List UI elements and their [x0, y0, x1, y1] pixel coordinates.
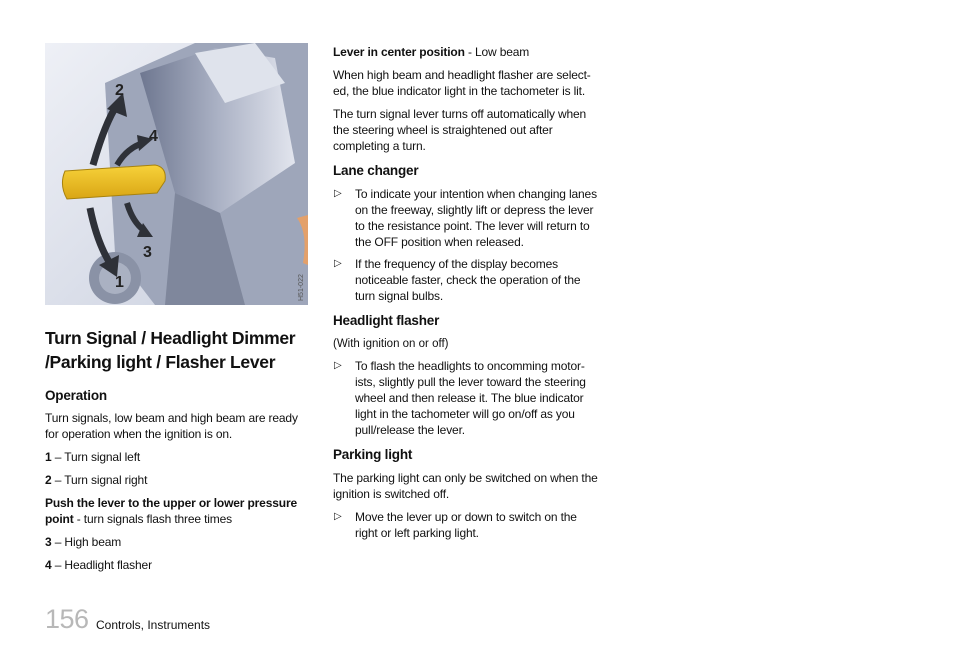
callout-3: 3	[143, 244, 152, 261]
push-lever-bold: Push the lever to the upper or lower pressure point	[45, 496, 297, 526]
callout-1: 1	[115, 274, 124, 291]
bullet-triangle-icon: ▷	[334, 360, 342, 371]
lane-bullet	[333, 256, 601, 304]
center-position-rest: - Low beam	[464, 45, 530, 59]
page-title	[45, 326, 310, 374]
lane-changer-heading: Lane changer	[333, 163, 419, 178]
push-lever-note	[45, 495, 310, 527]
bullet-triangle-icon: ▷	[334, 511, 342, 522]
bullet-triangle-icon: ▷	[334, 258, 342, 269]
left-column	[45, 326, 310, 580]
center-position-bold: Lever in center position	[333, 45, 465, 59]
turn-signal-lever-illustration	[45, 43, 308, 305]
section-name: Controls, Instruments	[96, 618, 211, 632]
headlight-flasher-heading: Headlight flasher	[333, 313, 440, 328]
item-4-text: – Headlight flasher	[51, 558, 152, 572]
item-1-text: – Turn signal left	[51, 450, 141, 464]
item-4	[45, 557, 310, 573]
right-column	[333, 44, 601, 547]
lane-bullet	[333, 186, 601, 250]
parking-light-text: The parking light can only be switched on when the ignition is switched off.	[333, 471, 598, 501]
item-3	[45, 534, 310, 550]
item-3-text: – High beam	[51, 535, 122, 549]
operation-heading: Operation	[45, 388, 107, 403]
flasher-bullet-text: To flash the headlights to oncomming motor-ists, slightly pull the lever toward the steering wheel and then release it. The blue indicator light in the tachometer will go on/off as you pull/release the lever.	[355, 359, 586, 437]
flasher-note: (With ignition on or off)	[333, 338, 449, 350]
title-line-2: /Parking light / Flasher Lever	[45, 352, 276, 372]
lane-bullet-text: If the frequency of the display becomes noticeable faster, check the operation of the turn signal bulbs.	[355, 257, 581, 303]
parking-light-heading: Parking light	[333, 447, 413, 462]
item-2-num: 2	[45, 473, 52, 487]
item-4-num: 4	[45, 558, 52, 572]
parking-bullet-text: Move the lever up or down to switch on the right or left parking light.	[355, 510, 577, 540]
parking-bullet	[333, 509, 601, 541]
page-number: 156	[45, 604, 89, 634]
title-line-1: Turn Signal / Headlight Dimmer	[45, 328, 296, 348]
center-position	[333, 44, 601, 60]
item-1-num: 1	[45, 450, 52, 464]
push-lever-rest: - turn signals flash three times	[73, 512, 233, 526]
auto-off-text: The turn signal lever turns off automatically when the steering wheel is straightened out after completing a turn.	[333, 107, 587, 153]
item-3-num: 3	[45, 535, 52, 549]
flasher-bullet	[333, 358, 601, 438]
high-beam-text: When high beam and headlight flasher are select-ed, the blue indicator light in the tachometer is lit.	[333, 68, 591, 98]
item-2	[45, 472, 310, 488]
illustration-code: H51-022	[298, 274, 305, 301]
operation-text: Turn signals, low beam and high beam are ready for operation when the ignition is on.	[45, 411, 298, 441]
bullet-triangle-icon: ▷	[334, 188, 342, 199]
callout-2: 2	[115, 82, 124, 99]
lane-bullet-text: To indicate your intention when changing lanes on the freeway, slightly lift or depress the lever to the resistance point. The lever will return to the OFF position when released.	[355, 187, 597, 249]
item-2-text: – Turn signal right	[51, 473, 148, 487]
item-1	[45, 449, 310, 465]
callout-4: 4	[149, 128, 158, 145]
